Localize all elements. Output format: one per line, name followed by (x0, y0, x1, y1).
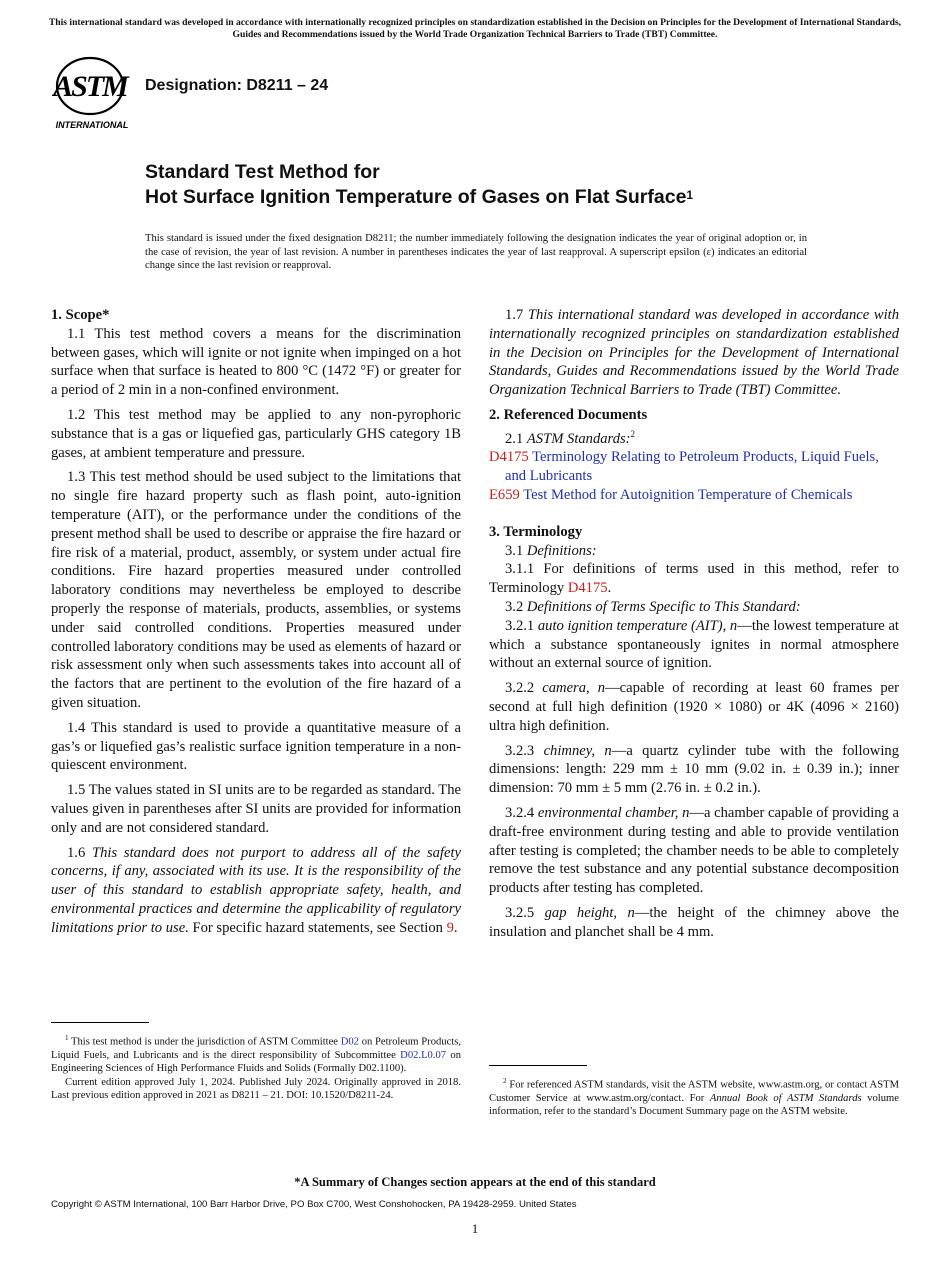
astm-logo (52, 56, 136, 132)
para-1-5: 1.5 The values stated in SI units are to be regarded as standard. The values given in parentheses after SI units are provided for information only and are not considered standard. (51, 782, 461, 836)
section-9-link[interactable]: 9 (446, 919, 454, 936)
para-1-4: 1.4 This standard is used to provide a quantitative measure of a gas’s or liquefied gas’s realistic surface ignition temperature in a non-quiescent environment. (51, 719, 461, 774)
logo-wordmark: ASTM (53, 70, 127, 103)
para-2-1: 2.1 ASTM Standards:$^2$ (505, 428, 636, 447)
title-line-1: Standard Test Method for (145, 161, 380, 183)
para-3-2: 3.2 Definitions of Terms Specific to This Standard: (505, 599, 801, 616)
right-column (489, 306, 899, 948)
section-heading-terminology: 3. Terminology (489, 523, 583, 540)
subcommittee-link[interactable]: D02.L0.07 (400, 1049, 447, 1061)
committee-d02-link[interactable]: D02 (340, 1036, 359, 1048)
para-3-1-1: 3.1.1 For definitions of terms used in this method, refer to Terminology D4175. (489, 561, 899, 597)
footnote-2: $^2$ For referenced ASTM standards, visit the ASTM website, www.astm.org, or contact ASTM Customer Service at www.astm.org/contact. For Annual Book of ASTM Standards volume information, refer to the standard’s Document Summary page on the ASTM website. (489, 1077, 899, 1118)
copyright: Copyright © ASTM International, 100 Barr Harbor Drive, PO Box C700, West Conshohocken, PA 19428-2959. United States (51, 1199, 577, 1210)
document-title (145, 160, 845, 210)
title-footnote-ref[interactable]: 1 (686, 188, 694, 202)
footnote-rule-right (489, 1065, 587, 1066)
tbt-notice: This international standard was developed in accordance with internationally recognized principles on standardization established in the Decision on Principles for the Development of International Standards, Guides and Recommendations issued by the World Trade Organization Technical Barriers to Trade (TBT) Committee. (48, 17, 902, 40)
footnote-1: $^1$ This test method is under the jurisdiction of ASTM Committee D02 on Petroleum Products, Liquid Fuels, and Lubricants and is the direct responsibility of Subcommittee D02.L0.07 on Engineering Sciences of High Performance Fluids and Solids (Formally D02.1100). Current edition approved July 1, 2024. Published July 2024. Originally approved in 2018. Last previous edition approved in 2021 as D8211 – 21. DOI: 10.1520/D8211-24. (51, 1034, 461, 1102)
para-3-2-2: 3.2.2 camera, n—capable of recording at least 60 frames per second at full high definition (1920 × 1080) or 4K (4096 × 2160) ultra high definition. (489, 680, 899, 734)
para-1-7: 1.7 This international standard was developed in accordance with internationally recognized principles on standardization established in the Decision on Principles for the Development of International Standards, Guides and Recommendations issued by the World Trade Organization Technical Barriers to Trade (TBT) Committee. (489, 307, 900, 399)
logo-subtitle: INTERNATIONAL (55, 120, 129, 130)
page-number: 1 (471, 1221, 479, 1236)
ref-e659[interactable]: E659 Test Method for Autoignition Temperature of Chemicals (489, 487, 853, 504)
para-3-2-4: 3.2.4 environmental chamber, n—a chamber capable of providing a draft-free environment during testing and able to provide ventilation after testing is completed; the chamber needs to be able to completely remove the test substance and any potential substance decomposition products after testing has completed. (489, 804, 899, 897)
designation: Designation: D8211 – 24 (145, 77, 329, 94)
para-1-1: 1.1 This test method covers a means for the discrimination between gases, which will ignite or not ignite when impinged on a hot surface when that surface is heated to 800 °C (1472 °F) or greater for a period of 2 min in a non-confined environment. (51, 325, 461, 399)
title-line-2: Hot Surface Ignition Temperature of Gases on Flat Surface$^1$ (145, 186, 694, 208)
edition-approved: Current edition approved July 1, 2024. Published July 2024. Originally approved in 2018. Last previous edition approved in 2021 as D8211 – 21. DOI: 10.1520/D8211-24. (51, 1076, 461, 1102)
summary-of-changes-note: *A Summary of Changes section appears at the end of this standard (294, 1175, 656, 1189)
section-heading-referenced-documents: 2. Referenced Documents (489, 406, 648, 423)
para-3-2-1: 3.2.1 auto ignition temperature (AIT), n—the lowest temperature at which a substance spontaneously ignites in normal atmosphere without an external source of ignition. (489, 617, 899, 672)
para-3-2-3: 3.2.3 chimney, n—a quartz cylinder tube with the following dimensions: length: 229 mm ± 10 mm (9.02 in. ± 0.39 in.); inner dimension: 70 mm ± 5 mm (2.76 in. ± 0.2 in.). (489, 742, 899, 797)
para-1-6: 1.6 This standard does not purport to address all of the safety concerns, if any, associated with its use. It is the responsibility of the user of this standard to establish appropriate safety, health, and environmental practices and determine the applicability of regulatory limitations prior to use. For specific hazard statements, see Section 9. (51, 844, 461, 936)
ref-d4175[interactable]: D4175 Terminology Relating to Petroleum Products, Liquid Fuels, and Lubricants (489, 449, 879, 485)
section-heading-scope: 1. Scope* (51, 307, 110, 323)
footnote-rule-left (51, 1022, 149, 1023)
left-column (51, 306, 461, 944)
issuance-note: This standard is issued under the fixed designation D8211; the number immediately following the designation indicates the year of original adoption or, in the case of revision, the year of last revision. A number in parentheses indicates the year of last reapproval. A superscript epsilon (ε) indicates an editorial change since the last revision or reapproval. (145, 233, 807, 272)
para-1-2: 1.2 This test method may be applied to any non-pyrophoric substance that is a gas or liquefied gas, particularly GHS category 1B gases, at ambient temperature and pressure. (51, 406, 461, 461)
d4175-link[interactable]: D4175 (567, 580, 608, 597)
para-3-1: 3.1 Definitions: (505, 542, 597, 559)
para-3-2-5: 3.2.5 gap height, n—the height of the chimney above the insulation and planchet shall be 4 mm. (489, 904, 900, 940)
para-1-3: 1.3 This test method should be used subject to the limitations that no single fire hazard property such as flash point, auto-ignition temperature (AIT), or the performance under the conditions of the present method shall be used to describe or appraise the fire hazard or fire risk of a material, product, assembly, or system under actual fire conditions. Fire hazard properties measured under controlled laboratory conditions may nevertheless be employed to describe properly the response of materials, products, assemblies, or systems under said controlled conditions. Properties measured under controlled laboratory conditions may be used as elements of hazard or risk assessment only when such assessments takes into account all of the factors that are pertinent to the evolution of the fire hazard of a given situation. (51, 469, 461, 711)
